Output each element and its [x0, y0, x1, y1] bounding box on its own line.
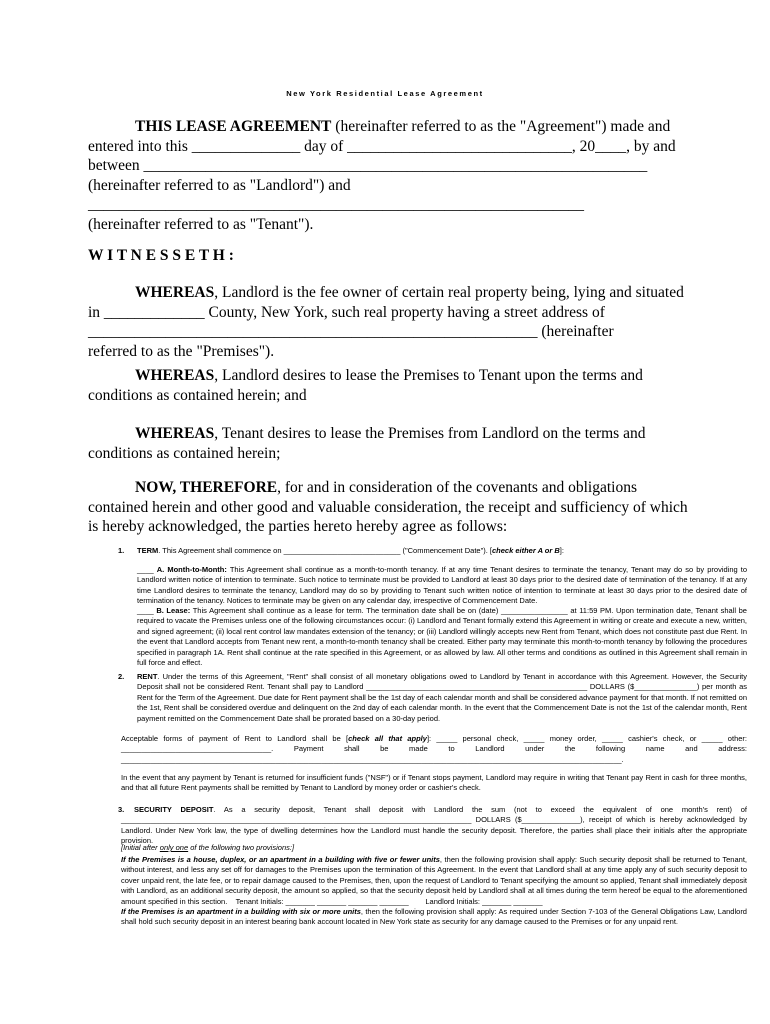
- text-segment: , for and in consideration of the covenants and obligations: [277, 479, 637, 496]
- text-segment: W I T N E S S E T H :: [88, 247, 234, 264]
- text-segment: ]:: [559, 546, 564, 555]
- initial-instruction: [121, 843, 747, 853]
- text-line: [88, 322, 684, 342]
- text-segment: ]: _____ personal check, _____ money order, _____ cashier's check, or _____ other: ____________________________________. Payment shall be made to Landlord under the following name and address: ________________________________________________________________________________________________________________________.: [121, 734, 747, 764]
- nsf-paragraph: [121, 773, 747, 794]
- intro-paragraph: [88, 117, 676, 234]
- text-line: [88, 517, 688, 537]
- witnesseth-heading: [88, 246, 234, 266]
- text-line: [88, 303, 684, 323]
- provision-five-or-fewer-units: [121, 855, 747, 907]
- text-segment: ____: [137, 606, 157, 615]
- text-line: [88, 386, 643, 406]
- text-segment: B. Lease:: [156, 606, 191, 615]
- text-line: [88, 444, 645, 464]
- text-segment: is hereby acknowledged, the parties hereto hereby agree as follows:: [88, 518, 508, 535]
- text-line: [88, 424, 645, 444]
- text-segment: TERM: [137, 546, 159, 555]
- text-segment: . This Agreement shall commence on ____________________________ ("Commencement Date"). [: [158, 546, 492, 555]
- text-line: [88, 156, 676, 176]
- text-line: [88, 176, 676, 196]
- text-line: [88, 283, 684, 303]
- payment-forms-paragraph: [121, 734, 747, 765]
- clause-1-number: 1.: [118, 546, 125, 555]
- text-line: [88, 342, 684, 362]
- clause-2-number: 2.: [118, 672, 125, 681]
- document-title: New York Residential Lease Agreement: [286, 89, 484, 98]
- text-segment: contained herein and other good and valuable consideration, the receipt and sufficiency of which: [88, 498, 688, 516]
- text-segment: NOW, THEREFORE: [135, 479, 278, 496]
- text-segment: RENT: [137, 672, 158, 681]
- provision-six-or-more-units: [121, 907, 747, 928]
- text-segment: (hereinafter referred to as "Landlord") and: [88, 176, 351, 194]
- text-segment: conditions as contained herein; and: [88, 386, 307, 404]
- text-segment: WHEREAS: [135, 425, 215, 442]
- text-segment: referred to as the "Premises").: [88, 342, 275, 360]
- text-segment: __________________________________________________________ (hereinafter: [88, 323, 614, 340]
- now-therefore-paragraph: [88, 478, 688, 537]
- text-segment: WHEREAS: [135, 367, 215, 384]
- text-segment: [Initial after: [121, 843, 160, 852]
- whereas-recital-tenant: [88, 424, 645, 463]
- text-segment: , Landlord is the fee owner of certain real property being, lying and situated: [214, 284, 684, 301]
- text-segment: of the following two provisions:]: [188, 843, 295, 852]
- text-segment: ________________________________________________________________: [88, 196, 584, 213]
- text-segment: between _________________________________________________________________: [88, 157, 648, 174]
- clause-term-text: [137, 546, 747, 556]
- text-segment: , then the following provision shall apply: Such security deposit shall be returned to Tenant, without interest, and less any set off for damages to the Premises upon the termination of this Agreement. In the event that Landlord shall at any time apply any of such security deposit to cover unpaid rent, the late fee, or to repair damage caused to the Premises, then, upon the request of Landlord to Tenant specifying the amount so applied, Tenant shall immediately deposit with Landlord, as an additional security deposit, the amount so applied, so that the security deposit held by Landlord shall at all times during the term hereof be equal to the aforementioned amount specified in this section. Tenant Initials: _______ _______ _______ _______ Landlord Initials: _______ _______: [121, 855, 747, 906]
- text-segment: check all that apply: [348, 734, 427, 743]
- text-line: [88, 478, 688, 498]
- term-option-b: [137, 606, 747, 668]
- text-segment: ____: [137, 565, 157, 574]
- text-line: [88, 195, 676, 215]
- text-segment: This Agreement shall continue as a month-to-month tenancy. If at any time Tenant desires to terminate the tenancy, Tenant may do so by providing to Landlord written notice of intention to terminate. Such notice to terminate must be provided to Landlord at least 30 days prior to the desired date of termination of the tenancy. If at any time Landlord desires to terminate the tenancy, Landlord may do so by providing to Tenant such written notice of intention to terminate at least 30 days prior to the desired date of termination of the tenancy. Notices to terminate may be given on any calendar day, irrespective of Commencement Date.: [137, 565, 747, 606]
- text-segment: If the Premises is a house, duplex, or an apartment in a building with five or fewer units: [121, 855, 440, 864]
- text-segment: SECURITY DEPOSIT: [134, 805, 214, 814]
- text-segment: . Under the terms of this Agreement, "Rent" shall consist of all monetary obligations owed to Landlord by Tenant in accordance with this Agreement. However, the Security Deposit shall not be considered Rent. Tenant shall pay to Landlord _____________________________________________________ DOLLARS ($_______________) per month as Rent for the Term of the Agreement. Due date for Rent payment shall be the 1st day of each calendar month and shall be considered advance payment for that month. If not remitted on the 1st, Rent shall be considered overdue and delinquent on the 2nd day of each calendar month. In the event that the Commencement Date is not the 1st of the calendar month, Rent payment remitted on the Commencement Date shall be prorated based on a 30-day period.: [137, 672, 747, 723]
- text-segment: conditions as contained herein;: [88, 444, 281, 462]
- text-line: [88, 498, 688, 518]
- text-line: [88, 215, 676, 235]
- text-segment: , Tenant desires to lease the Premises from Landlord on the terms and: [214, 425, 646, 442]
- clause-security-deposit-text: [121, 805, 747, 847]
- clause-3-number: 3.: [118, 805, 125, 814]
- text-segment: . As a security deposit, Tenant shall deposit with Landlord the sum (not to exceed the equivalent of one month's rent) of ____________________________________________________________________________________ DOLLARS ($______________), receipt of which is hereby acknowledged by Landlord. Under New York law, the type of dwelling determines how the Landlord must handle the security deposit. Therefore, the parties shall place their initials after the appropriate provision.: [121, 805, 747, 846]
- text-segment: In the event that any payment by Tenant is returned for insufficient funds ("NSF") or if Tenant stops payment, Landlord may require in writing that Tenant pay Rent in cash for three months, and that all future Rent payments shall be remitted by Tenant to Landlord by money order or cashier's check.: [121, 773, 747, 793]
- text-segment: THIS LEASE AGREEMENT: [135, 118, 332, 135]
- text-segment: only one: [159, 843, 189, 852]
- text-line: [88, 117, 676, 137]
- text-segment: entered into this ______________ day of _____________________________, 20____, by and: [88, 137, 676, 155]
- text-line: [88, 366, 643, 386]
- text-segment: , Landlord desires to lease the Premises to Tenant upon the terms and: [214, 367, 643, 384]
- text-segment: A. Month-to-Month:: [156, 565, 227, 574]
- clause-rent-text: [137, 672, 747, 724]
- term-option-a: [137, 565, 747, 607]
- text-segment: WHEREAS: [135, 284, 215, 301]
- text-segment: This Agreement shall continue as a lease for term. The termination date shall be on (date) ________________ at 11:59 PM. Upon termination date, Tenant shall be required to vacate the Premises unless one of the following circumstances occur: (i) Landlord and Tenant formally extend this Agreement in writing or create and execute a new, written, and signed agreement; (ii) local rent control law mandates extension of the tenancy; or (iii) Landlord willingly accepts new Rent from Tenant, which does not constitute past due Rent. In the event that Landlord accepts from Tenant new rent, a month-to-month tenancy shall be created. Either party may terminate this month-to-month tenancy by following the procedures specified in paragraph 1A. Rent shall continue at the rate specified in this Agreement, or as allowed by law. All other terms and conditions as outlined in this Agreement shall remain in full force and effect.: [137, 606, 747, 668]
- text-line: [88, 137, 676, 157]
- text-segment: Acceptable forms of payment of Rent to Landlord shall be [: [121, 734, 349, 743]
- whereas-recital-owner: [88, 283, 684, 361]
- text-segment: (hereinafter referred to as the "Agreement") made and: [331, 118, 671, 135]
- text-segment: If the Premises is an apartment in a building with six or more units: [121, 907, 361, 916]
- text-segment: check either A or B: [491, 546, 560, 555]
- text-segment: , then the following provision shall apply: As required under Section 7-103 of the General Obligations Law, Landlord shall hold such security deposit in an interest bearing bank account located in New York state as security for any damage caused to the Premises or for any unpaid rent.: [121, 907, 747, 927]
- whereas-recital-landlord: [88, 366, 643, 405]
- text-segment: (hereinafter referred to as "Tenant").: [88, 215, 314, 233]
- text-segment: in _____________ County, New York, such real property having a street address of: [88, 303, 605, 321]
